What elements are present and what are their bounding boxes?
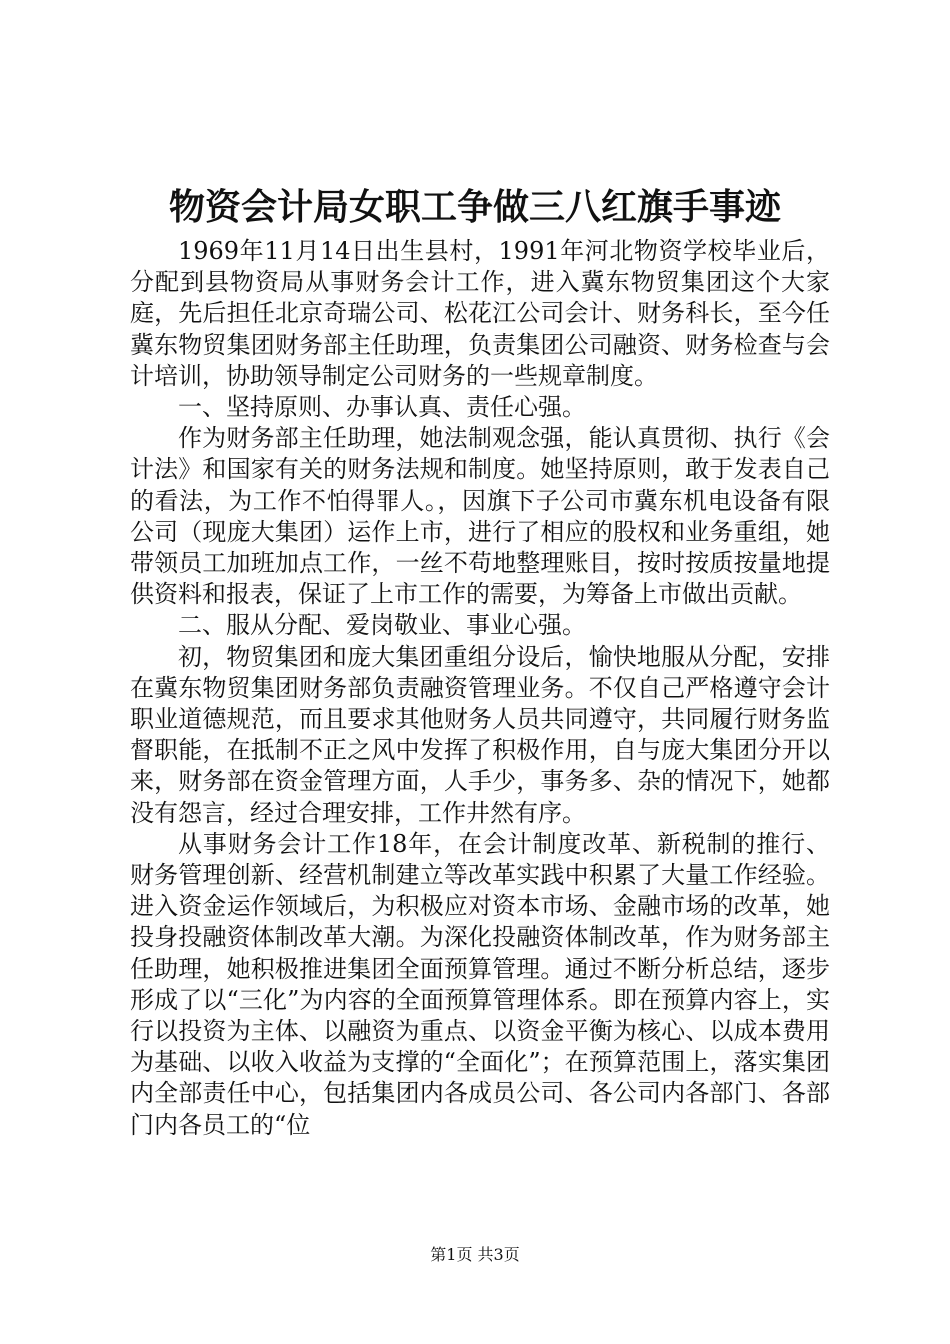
paragraph-section-1: 作为财务部主任助理，她法制观念强，能认真贯彻、执行《会计法》和国家有关的财务法规和制度。她坚持原则，敢于发表自己的看法，为工作不怕得罪人。，因旗下子公司市冀东机电设备有限公司（现庞大集团）运作上市，进行了相应的股权和业务重组，她带领员工加班加点工作，一丝不苟地整理账目，按时按质按量地提供资料和报表，保证了上市工作的需要，为筹备上市做出贡献。 — [130, 424, 830, 609]
page-number-footer: 第1页 共3页 — [430, 1245, 520, 1264]
paragraph-section-2: 初，物贸集团和庞大集团重组分设后，愉快地服从分配，安排在冀东物贸集团财务部负责融资管理业务。不仅自己严格遵守会计职业道德规范，而且要求其他财务人员共同遵守，共同履行财务监督职能，在抵制不正之风中发挥了积极作用，自与庞大集团分开以来，财务部在资金管理方面，人手少，事务多、杂的情况下，她都没有怨言，经过合理安排，工作井然有序。 — [130, 642, 830, 827]
document-title: 物资会计局女职工争做三八红旗手事迹 — [168, 186, 781, 228]
section-heading-2: 二、服从分配、爱岗敬业、事业心强。 — [178, 611, 586, 640]
paragraph-intro: 1969年11月14日出生县村，1991年河北物资学校毕业后，分配到县物资局从事财务会计工作，进入冀东物贸集团这个大家庭，先后担任北京奇瑞公司、松花江公司会计、财务科长，至今任冀东物贸集团财务部主任助理，负责集团公司融资、财务检查与会计培训，协助领导制定公司财务的一些规章制度。 — [130, 237, 830, 390]
document-body — [130, 236, 830, 1141]
paragraph-experience: 从事财务会计工作18年，在会计制度改革、新税制的推行、财务管理创新、经营机制建立等改革实践中积累了大量工作经验。进入资金运作领域后，为积极应对资本市场、金融市场的改革，她投身投融资体制改革大潮。为深化投融资体制改革，作为财务部主任助理，她积极推进集团全面预算管理。通过不断分析总结，逐步形成了以“三化”为内容的全面预算管理体系。即在预算内容上，实行以投资为主体、以融资为重点、以资金平衡为核心、以成本费用为基础、以收入收益为支撑的“全面化”；在预算范围上，落实集团内全部责任中心，包括集团内各成员公司、各公司内各部门、各部门内各员工的“位 — [130, 829, 830, 1139]
section-heading-1: 一、坚持原则、办事认真、责任心强。 — [178, 393, 586, 422]
